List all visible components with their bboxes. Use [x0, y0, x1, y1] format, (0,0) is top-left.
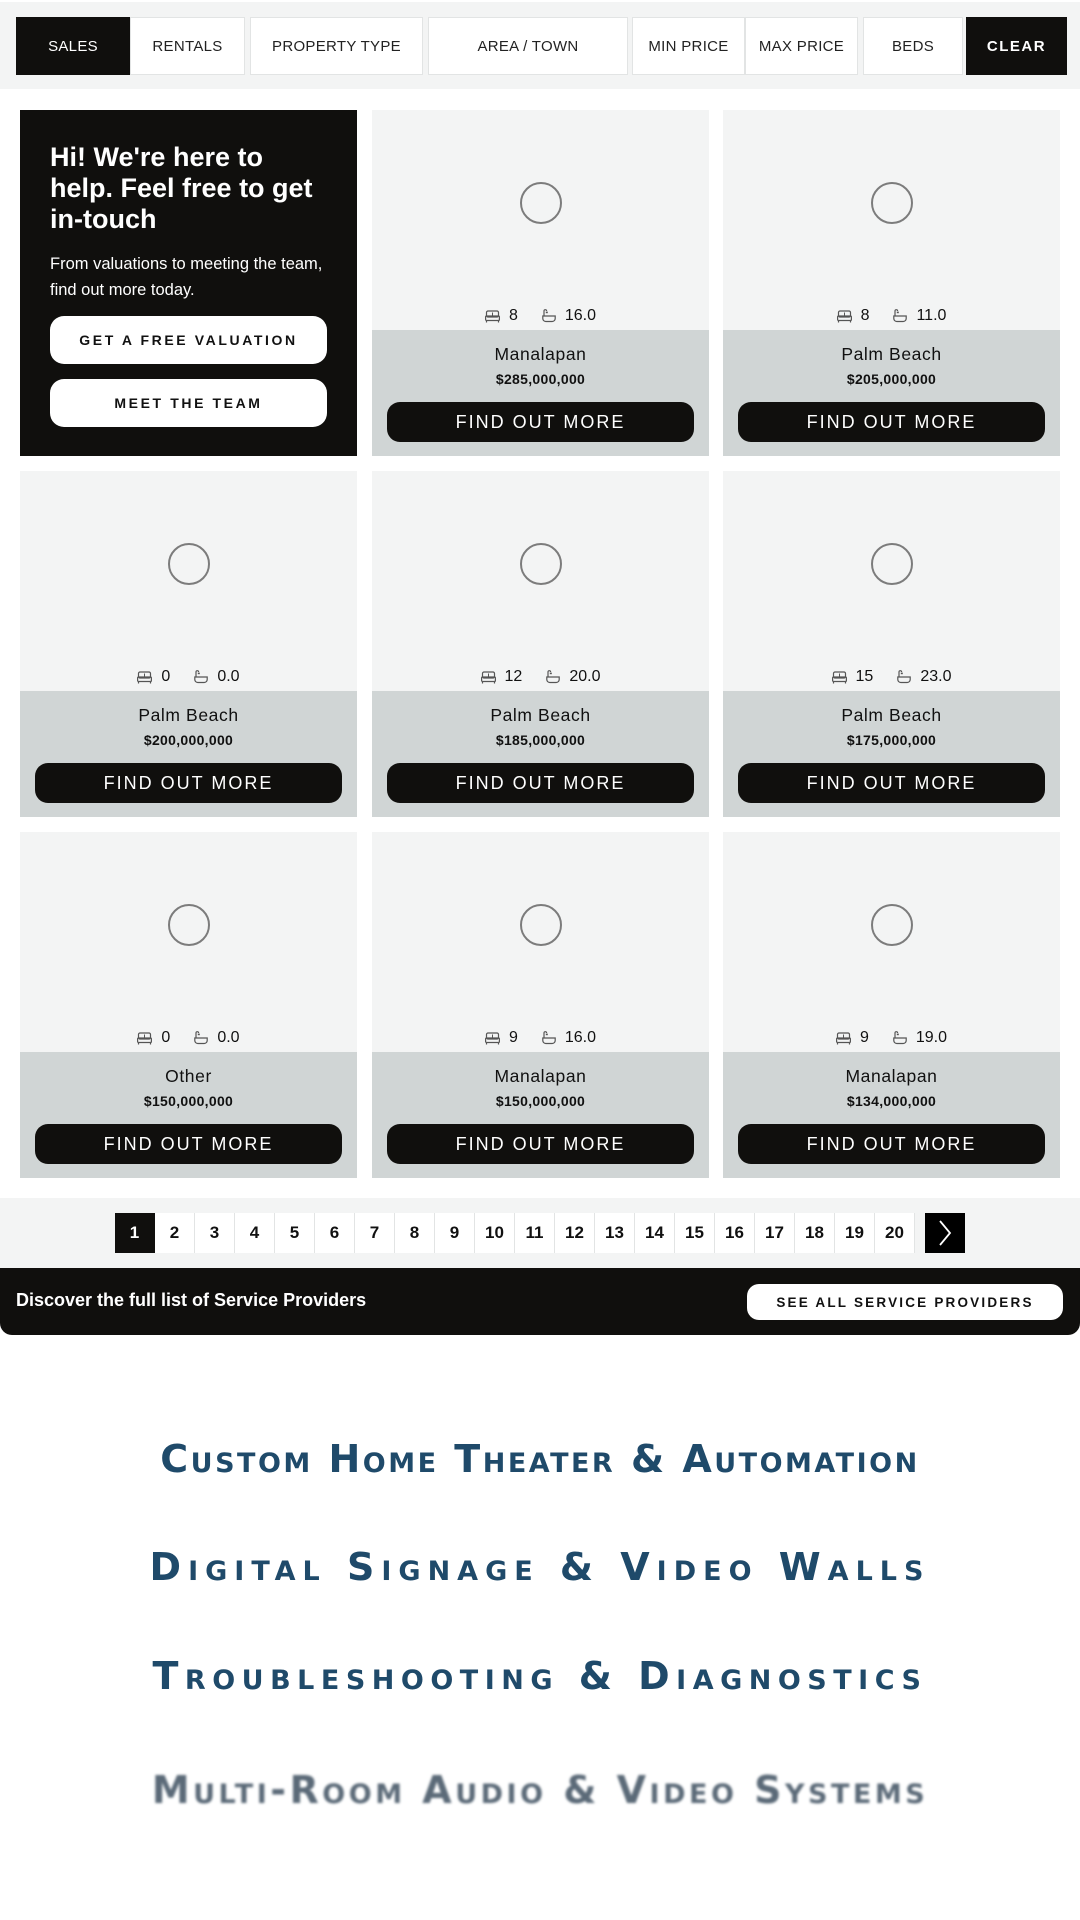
- clear-filters-button[interactable]: CLEAR: [966, 17, 1067, 75]
- bed-count: 12: [504, 668, 523, 685]
- page-12-button[interactable]: 12: [555, 1213, 595, 1253]
- listing-stats: [723, 1028, 1060, 1048]
- page-2-button[interactable]: 2: [155, 1213, 195, 1253]
- listing-stats: [372, 306, 709, 326]
- page-5-button[interactable]: 5: [275, 1213, 315, 1253]
- page-8-button[interactable]: 8: [395, 1213, 435, 1253]
- listing-price: $150,000,000: [495, 1093, 586, 1109]
- listing-card[interactable]: [723, 110, 1060, 456]
- bath-icon: [897, 670, 911, 684]
- find-out-more-button[interactable]: FIND OUT MORE: [738, 1124, 1045, 1164]
- find-out-more-button[interactable]: FIND OUT MORE: [738, 402, 1045, 442]
- find-out-more-button[interactable]: FIND OUT MORE: [35, 763, 342, 803]
- bed-count: 0: [161, 1029, 171, 1046]
- pagination: [0, 1198, 1080, 1268]
- listing-image-placeholder: [372, 832, 709, 1052]
- listing-card[interactable]: [723, 471, 1060, 817]
- listing-stats: [20, 1028, 357, 1048]
- page-list: [115, 1213, 915, 1253]
- listing-area: Palm Beach: [841, 705, 942, 725]
- filter-bar: [0, 2, 1080, 89]
- bath-count: 11.0: [916, 307, 947, 324]
- bed-count: 8: [508, 307, 518, 324]
- bed-icon: [137, 671, 152, 684]
- chevron-right-icon: [938, 1220, 952, 1246]
- listing-area: Manalapan: [845, 1066, 938, 1086]
- listing-image-placeholder: [20, 471, 357, 691]
- loading-spinner-icon: [871, 904, 913, 946]
- listing-price: $150,000,000: [143, 1093, 234, 1109]
- contact-promo-card: [20, 110, 357, 456]
- loading-spinner-icon: [168, 904, 210, 946]
- bath-count: 20.0: [569, 668, 601, 685]
- bed-icon: [836, 1032, 851, 1045]
- service-heading: Custom Home Theater & Automation: [160, 1437, 920, 1481]
- find-out-more-button[interactable]: FIND OUT MORE: [35, 1124, 342, 1164]
- bath-icon: [893, 1031, 907, 1045]
- filter-sales-tab[interactable]: SALES: [16, 17, 130, 75]
- listing-card[interactable]: [372, 471, 709, 817]
- page-7-button[interactable]: 7: [355, 1213, 395, 1253]
- page-18-button[interactable]: 18: [795, 1213, 835, 1253]
- listing-area: Palm Beach: [138, 705, 239, 725]
- listing-area: Palm Beach: [490, 705, 591, 725]
- bath-count: 16.0: [564, 307, 597, 324]
- service-heading: Multi-Room Audio & Video Systems: [151, 1768, 929, 1812]
- listing-stats: [372, 1028, 709, 1048]
- page-10-button[interactable]: 10: [475, 1213, 515, 1253]
- find-out-more-button[interactable]: FIND OUT MORE: [387, 1124, 694, 1164]
- bed-count: 9: [508, 1029, 518, 1046]
- listing-info: [20, 691, 357, 817]
- loading-spinner-icon: [871, 543, 913, 585]
- filter-property-type-dropdown[interactable]: PROPERTY TYPE: [250, 17, 423, 75]
- bath-icon: [546, 670, 560, 684]
- listing-card[interactable]: [723, 832, 1060, 1178]
- filter-max-price-dropdown[interactable]: MAX PRICE: [745, 17, 858, 75]
- loading-spinner-icon: [520, 543, 562, 585]
- loading-spinner-icon: [520, 182, 562, 224]
- listing-info: [20, 1052, 357, 1178]
- service-heading: Troubleshooting & Diagnostics: [152, 1654, 928, 1698]
- service-heading: Digital Signage & Video Walls: [149, 1545, 931, 1589]
- page-1-button[interactable]: 1: [115, 1213, 155, 1253]
- listing-image-placeholder: [372, 471, 709, 691]
- page-14-button[interactable]: 14: [635, 1213, 675, 1253]
- bed-icon: [837, 310, 852, 323]
- listing-image-placeholder: [723, 110, 1060, 330]
- listing-image-placeholder: [723, 471, 1060, 691]
- listing-price: $285,000,000: [495, 371, 586, 387]
- listing-area: Other: [165, 1066, 212, 1086]
- listing-info: [372, 691, 709, 817]
- bath-icon: [194, 1031, 208, 1045]
- page-17-button[interactable]: 17: [755, 1213, 795, 1253]
- page-13-button[interactable]: 13: [595, 1213, 635, 1253]
- promo-text: From valuations to meeting the team, find out more today.: [50, 255, 323, 299]
- bath-icon: [194, 670, 208, 684]
- find-out-more-button[interactable]: FIND OUT MORE: [738, 763, 1045, 803]
- filter-area-town-dropdown[interactable]: AREA / TOWN: [428, 17, 628, 75]
- bed-icon: [485, 1032, 500, 1045]
- listing-stats: [20, 667, 357, 687]
- listing-stats: [723, 306, 1060, 326]
- listing-image-placeholder: [372, 110, 709, 330]
- next-page-button[interactable]: [925, 1213, 965, 1253]
- bed-count: 8: [860, 307, 870, 324]
- service-providers-banner: [0, 1268, 1080, 1335]
- bath-icon: [542, 1031, 556, 1045]
- bath-count: 19.0: [915, 1029, 948, 1046]
- loading-spinner-icon: [168, 543, 210, 585]
- bed-count: 9: [859, 1029, 869, 1046]
- loading-spinner-icon: [520, 904, 562, 946]
- loading-spinner-icon: [871, 182, 913, 224]
- listing-price: $185,000,000: [495, 732, 586, 748]
- page-11-button[interactable]: 11: [515, 1213, 555, 1253]
- bed-icon: [481, 671, 496, 684]
- bath-icon: [542, 309, 556, 323]
- bath-count: 0.0: [217, 1029, 240, 1046]
- bath-icon: [893, 309, 907, 323]
- service-providers-text: Discover the full list of Service Providers: [16, 1290, 367, 1310]
- find-out-more-button[interactable]: FIND OUT MORE: [387, 763, 694, 803]
- filter-rentals-tab[interactable]: RENTALS: [130, 17, 245, 75]
- bath-count: 16.0: [564, 1029, 597, 1046]
- page-16-button[interactable]: 16: [715, 1213, 755, 1253]
- bed-icon: [137, 1032, 152, 1045]
- bed-count: 15: [855, 668, 874, 685]
- listing-card[interactable]: [20, 471, 357, 817]
- promo-heading: Hi! We're here to help. Feel free to get in-touch: [50, 142, 313, 234]
- page-15-button[interactable]: 15: [675, 1213, 715, 1253]
- meet-the-team-button[interactable]: MEET THE TEAM: [50, 379, 327, 427]
- free-valuation-button[interactable]: GET A FREE VALUATION: [50, 316, 327, 364]
- listing-card[interactable]: [372, 832, 709, 1178]
- listing-card[interactable]: [20, 832, 357, 1178]
- listing-area: Palm Beach: [841, 344, 942, 364]
- page-19-button[interactable]: 19: [835, 1213, 875, 1253]
- listing-info: [723, 691, 1060, 817]
- listing-area: Manalapan: [494, 1066, 587, 1086]
- find-out-more-button[interactable]: FIND OUT MORE: [387, 402, 694, 442]
- listing-info: [723, 330, 1060, 456]
- page-9-button[interactable]: 9: [435, 1213, 475, 1253]
- listing-stats: [372, 667, 709, 687]
- listing-price: $200,000,000: [143, 732, 234, 748]
- bed-icon: [485, 310, 500, 323]
- page-20-button[interactable]: 20: [875, 1213, 915, 1253]
- listing-info: [723, 1052, 1060, 1178]
- listing-card[interactable]: [372, 110, 709, 456]
- listing-price: $134,000,000: [846, 1093, 937, 1109]
- listing-area: Manalapan: [494, 344, 587, 364]
- listing-info: [372, 1052, 709, 1178]
- page-3-button[interactable]: 3: [195, 1213, 235, 1253]
- bath-count: 23.0: [920, 668, 952, 685]
- page-6-button[interactable]: 6: [315, 1213, 355, 1253]
- bath-count: 0.0: [217, 668, 240, 685]
- bed-icon: [832, 671, 847, 684]
- listing-info: [372, 330, 709, 456]
- filter-min-price-dropdown[interactable]: MIN PRICE: [632, 17, 745, 75]
- listing-stats: [723, 667, 1060, 687]
- page-4-button[interactable]: 4: [235, 1213, 275, 1253]
- bed-count: 0: [161, 668, 171, 685]
- listing-image-placeholder: [20, 832, 357, 1052]
- filter-beds-dropdown[interactable]: BEDS: [863, 17, 963, 75]
- listing-price: $205,000,000: [846, 371, 937, 387]
- listing-price: $175,000,000: [846, 732, 937, 748]
- listing-image-placeholder: [723, 832, 1060, 1052]
- see-all-service-providers-button[interactable]: SEE ALL SERVICE PROVIDERS: [747, 1284, 1063, 1320]
